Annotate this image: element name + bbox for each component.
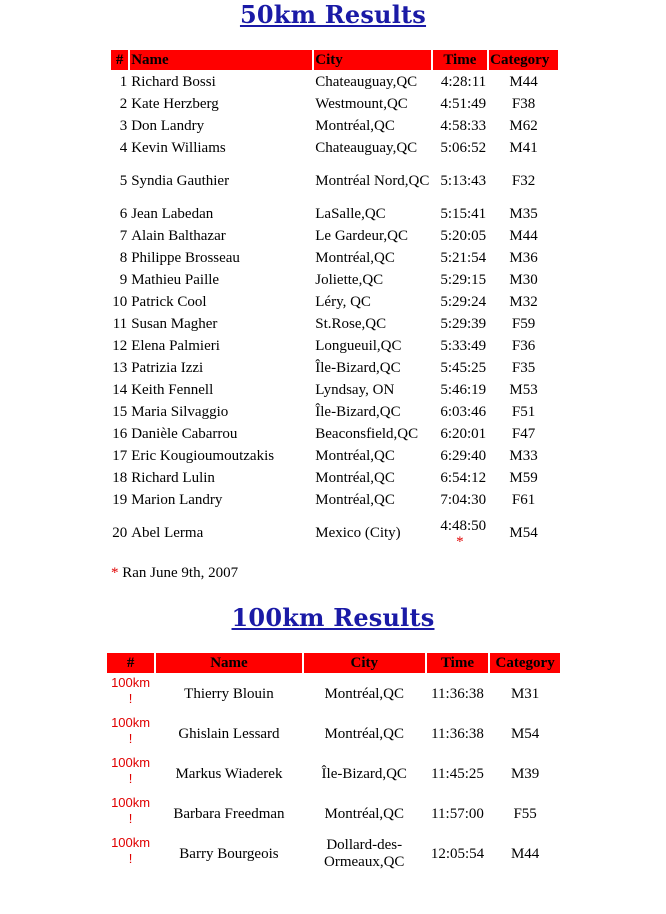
city-cell: Montréal,QC (324, 685, 405, 702)
table-row (111, 116, 558, 136)
category-cell: F35 (511, 360, 536, 376)
name-cell: Richard Lulin (131, 470, 215, 486)
time-cell: 5:21:54 (440, 250, 487, 266)
table-row (111, 446, 558, 466)
time-cell: 5:33:49 (440, 338, 487, 354)
time-cell: 5:06:52 (440, 140, 487, 156)
city-cell: Lyndsay, ON (315, 382, 395, 398)
name-cell: Barbara Freedman (173, 805, 285, 822)
rank-cell: 19 (112, 492, 128, 508)
column-header-city: City (304, 653, 425, 673)
table-row (111, 490, 558, 510)
category-cell: F55 (513, 805, 537, 822)
category-cell: M44 (509, 228, 538, 244)
category-cell: F38 (511, 96, 536, 112)
table-row (107, 795, 560, 833)
city-cell: Montréal,QC (315, 250, 395, 266)
time-cell: 11:36:38 (431, 725, 484, 742)
time-cell: 6:54:12 (440, 470, 487, 486)
time-cell: 6:29:40 (440, 448, 487, 464)
time-cell: 5:45:25 (440, 360, 487, 376)
time-cell: 5:29:39 (440, 316, 487, 332)
rank-cell: 20 (112, 524, 128, 541)
name-cell: Ghislain Lessard (178, 725, 280, 742)
table-row (111, 292, 558, 312)
category-cell: M39 (510, 765, 540, 782)
table-row (111, 314, 558, 334)
category-cell: F59 (511, 316, 536, 332)
rank-cell: 8 (119, 250, 128, 266)
name-cell: Philippe Brosseau (131, 250, 240, 266)
time-cell: 11:57:00 (431, 805, 484, 822)
table-row (111, 138, 558, 158)
name-cell: Maria Silvaggio (131, 404, 229, 420)
category-cell: F36 (511, 338, 536, 354)
name-cell: Richard Bossi (131, 74, 216, 90)
time-cell: 6:03:46 (440, 404, 487, 420)
table-row (111, 468, 558, 488)
city-cell: Montréal,QC (324, 805, 405, 822)
name-cell: Markus Wiaderek (175, 765, 283, 782)
city-cell: Chateauguay,QC (315, 140, 418, 156)
time-cell: 7:04:30 (440, 492, 487, 508)
rank-cell: 10 (112, 294, 128, 310)
category-cell: M30 (509, 272, 538, 288)
city-cell: Joliette,QC (315, 272, 384, 288)
table-row (111, 424, 558, 444)
time-cell: 5:29:24 (440, 294, 487, 310)
column-header-city: City (314, 50, 430, 70)
results-100km-table (105, 651, 562, 875)
table-row (107, 675, 560, 713)
city-cell: Montréal,QC (315, 492, 395, 508)
name-cell: Alain Balthazar (131, 228, 226, 244)
rank-cell: 16 (112, 426, 128, 442)
footnote-text: Ran June 9th, 2007 (118, 565, 239, 581)
column-header-category: Category (489, 50, 558, 70)
rank-cell: 4 (119, 140, 128, 156)
category-cell: M32 (509, 294, 538, 310)
time-cell: 6:20:01 (440, 426, 487, 442)
rank-cell: 2 (119, 96, 128, 112)
name-cell: Barry Bourgeois (179, 845, 279, 862)
city-cell: Dollard-des-Ormeaux,QC (324, 837, 405, 870)
time-cell: 5:13:43 (440, 172, 487, 189)
city-cell: Île-Bizard,QC (321, 765, 407, 782)
category-cell: M44 (509, 74, 538, 90)
time-cell: 5:15:41 (440, 206, 487, 222)
time-cell: 11:36:38 (431, 685, 484, 702)
name-cell: Syndia Gauthier (131, 172, 230, 189)
table-row (111, 248, 558, 268)
name-cell: Keith Fennell (131, 382, 214, 398)
category-cell: M31 (510, 685, 540, 702)
rank-cell: 18 (112, 470, 128, 486)
time-cell (433, 512, 488, 554)
time-cell: 5:20:05 (440, 228, 487, 244)
table-row (111, 204, 558, 224)
city-cell: Westmount,QC (315, 96, 408, 112)
table-row (107, 715, 560, 753)
name-cell: Patrick Cool (131, 294, 207, 310)
category-cell: M33 (509, 448, 538, 464)
time-cell: 5:29:15 (440, 272, 487, 288)
badge-cell: 100km ! (111, 795, 151, 826)
name-cell: Abel Lerma (131, 524, 204, 541)
rank-cell: 9 (119, 272, 128, 288)
category-cell: M54 (509, 524, 538, 541)
table-header-row (111, 50, 558, 70)
table-row (111, 270, 558, 290)
name-cell: Kevin Williams (131, 140, 226, 156)
city-cell: Mexico (City) (315, 524, 401, 541)
city-cell: Montréal,QC (315, 448, 395, 464)
city-cell: Île-Bizard,QC (315, 404, 401, 420)
table-row (111, 160, 558, 202)
category-cell: M59 (509, 470, 538, 486)
rank-cell: 7 (119, 228, 128, 244)
badge-cell: 100km ! (111, 675, 151, 706)
category-cell: M44 (510, 845, 540, 862)
city-cell: Montréal,QC (324, 725, 405, 742)
category-cell: M41 (509, 140, 538, 156)
category-cell: M36 (509, 250, 538, 266)
results-50km-title: 50km Results (239, 0, 427, 29)
column-header-name: Name (130, 50, 312, 70)
city-cell: Montréal,QC (315, 470, 395, 486)
table-row (111, 72, 558, 92)
footnote-asterisk: * (111, 565, 119, 581)
name-cell: Marion Landry (131, 492, 223, 508)
results-50km-table (109, 48, 560, 556)
category-cell: M35 (509, 206, 538, 222)
badge-cell: 100km ! (111, 835, 151, 866)
category-cell: F32 (511, 172, 536, 189)
city-cell: Le Gardeur,QC (315, 228, 408, 244)
rank-cell: 6 (119, 206, 128, 222)
category-cell: F47 (511, 426, 536, 442)
name-cell: Patrizia Izzi (131, 360, 204, 376)
category-cell: M62 (509, 118, 538, 134)
name-cell: Kate Herzberg (131, 96, 219, 112)
time-cell: 5:46:19 (440, 382, 487, 398)
rank-cell: 1 (119, 74, 128, 90)
column-header-name: Name (156, 653, 302, 673)
table-row (111, 358, 558, 378)
category-cell: M54 (510, 725, 540, 742)
city-cell: Montréal,QC (315, 118, 395, 134)
table-row (111, 336, 558, 356)
column-header-time: Time (427, 653, 489, 673)
time-value: 4:48:50 (440, 517, 487, 534)
time-cell: 4:28:11 (440, 74, 487, 90)
city-cell: Longueuil,QC (315, 338, 402, 354)
time-cell: 12:05:54 (430, 845, 485, 862)
rank-cell: 17 (112, 448, 128, 464)
name-cell: Thierry Blouin (184, 685, 274, 702)
category-cell: M53 (509, 382, 538, 398)
table-row (107, 835, 560, 873)
city-cell: Chateauguay,QC (315, 74, 418, 90)
city-cell: LaSalle,QC (315, 206, 386, 222)
category-cell: F61 (511, 492, 536, 508)
city-cell: Léry, QC (315, 294, 371, 310)
name-cell: Danièle Cabarrou (131, 426, 238, 442)
name-cell: Don Landry (131, 118, 205, 134)
time-cell: 11:45:25 (431, 765, 484, 782)
table-row (111, 380, 558, 400)
name-cell: Eric Kougioumoutzakis (131, 448, 275, 464)
rank-cell: 3 (119, 118, 128, 134)
city-cell: Île-Bizard,QC (315, 360, 401, 376)
rank-cell: 13 (112, 360, 128, 376)
column-header-category: Category (490, 653, 560, 673)
column-header-rank: # (111, 50, 128, 70)
table-header-row (107, 653, 560, 673)
name-cell: Jean Labedan (131, 206, 214, 222)
category-cell: F51 (511, 404, 536, 420)
rank-cell: 12 (112, 338, 128, 354)
results-100km-title: 100km Results (231, 603, 435, 632)
time-cell: 4:58:33 (440, 118, 487, 134)
rank-cell: 15 (112, 404, 128, 420)
table-row (111, 402, 558, 422)
column-header-rank: # (107, 653, 154, 673)
rank-cell: 5 (119, 172, 128, 189)
table-row (111, 512, 558, 554)
name-cell: Elena Palmieri (131, 338, 220, 354)
table-row (111, 226, 558, 246)
table-row (111, 94, 558, 114)
asterisk-mark: * (456, 533, 464, 550)
city-cell: St.Rose,QC (315, 316, 387, 332)
city-cell: Beaconsfield,QC (315, 426, 419, 442)
city-cell: Montréal Nord,QC (315, 172, 430, 189)
name-cell: Mathieu Paille (131, 272, 220, 288)
column-header-time: Time (433, 50, 488, 70)
footnote (111, 563, 238, 583)
badge-cell: 100km ! (111, 715, 151, 746)
time-cell: 4:51:49 (440, 96, 487, 112)
table-row (107, 755, 560, 793)
rank-cell: 11 (112, 316, 128, 332)
rank-cell: 14 (112, 382, 128, 398)
badge-cell: 100km ! (111, 755, 151, 786)
name-cell: Susan Magher (131, 316, 218, 332)
